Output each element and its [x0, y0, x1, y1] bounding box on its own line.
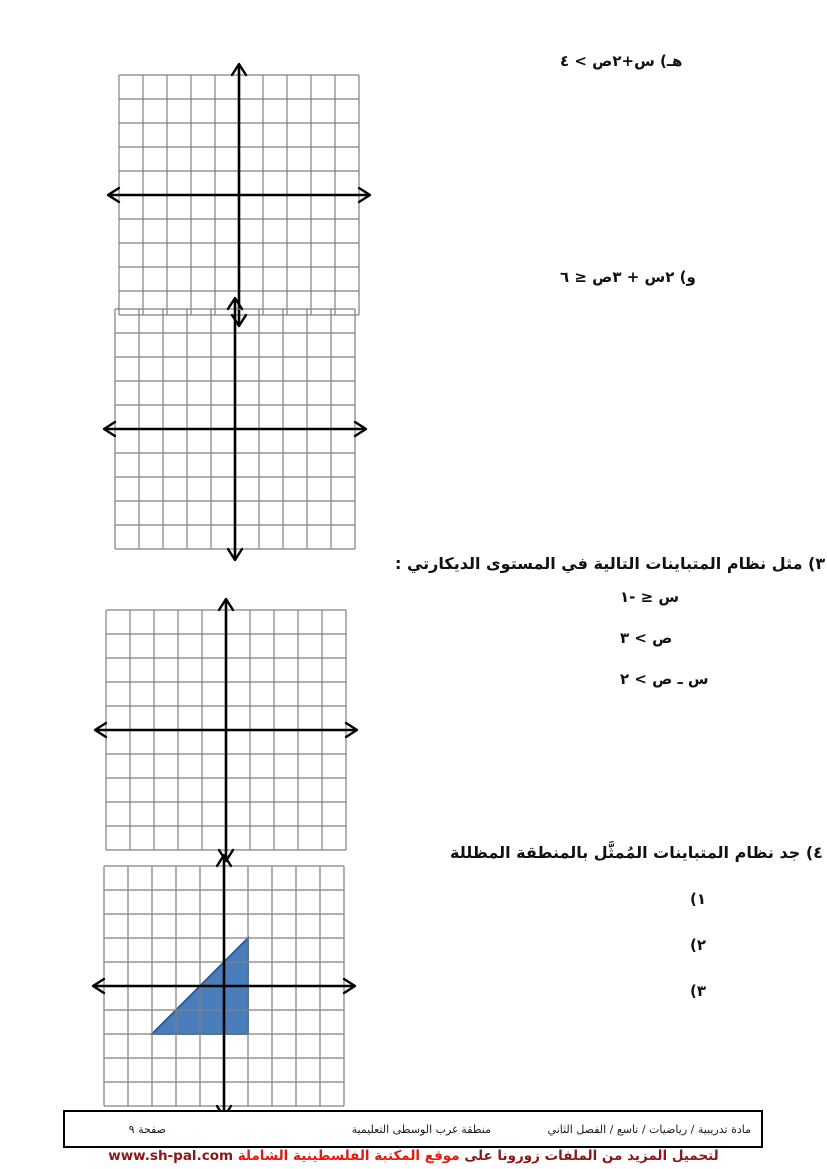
- footer-directorate: منطقة غرب الوسطى التعليمية: [351, 1122, 491, 1136]
- inequality-line-2: ص > ٣: [620, 629, 673, 647]
- grid-3-canvas: [92, 596, 360, 864]
- grid-4-canvas: [90, 852, 358, 1120]
- answer-slot-3[interactable]: ٣): [690, 982, 707, 1000]
- answer-slot-1[interactable]: ١): [690, 890, 707, 908]
- page-footer: [63, 1110, 763, 1148]
- coordinate-grid-3: [92, 596, 360, 864]
- watermark-url[interactable]: www.sh-pal.com: [108, 1148, 234, 1164]
- grid-2-canvas: [101, 295, 369, 563]
- inequality-line-3: س ـ ص > ٢: [620, 670, 709, 688]
- footer-page-number: صفحة ٩: [128, 1122, 166, 1136]
- problem-label-w: و) ٢س + ٣ص ≤ ٦: [560, 268, 696, 286]
- problem-label-h: هـ) س+٢ص > ٤: [560, 52, 683, 70]
- watermark-prefix-text: لتحميل المزيد من الملفات زورونا على: [464, 1148, 719, 1164]
- footer-subject-info: مادة تدريبية / رياضيات / تاسع / الفصل الثاني: [547, 1122, 751, 1136]
- watermark-site-name: موقع المكتبة الفلسطينية الشاملة: [237, 1148, 460, 1164]
- question-3-heading: ٣) مثل نظام المتباينات التالية في المستوى الديكارتي :: [395, 554, 826, 573]
- answer-slot-2[interactable]: ٢): [690, 936, 707, 954]
- inequality-line-1: س ≤ -١: [620, 588, 680, 606]
- site-watermark: [0, 1148, 827, 1164]
- grid-1-canvas: [105, 61, 373, 329]
- coordinate-grid-2: [101, 295, 369, 563]
- coordinate-grid-1: [105, 61, 373, 329]
- question-4-heading: ٤) جد نظام المتباينات المُمثَّل بالمنطقة المظللة: [450, 843, 823, 862]
- coordinate-grid-4-shaded: [90, 852, 358, 1120]
